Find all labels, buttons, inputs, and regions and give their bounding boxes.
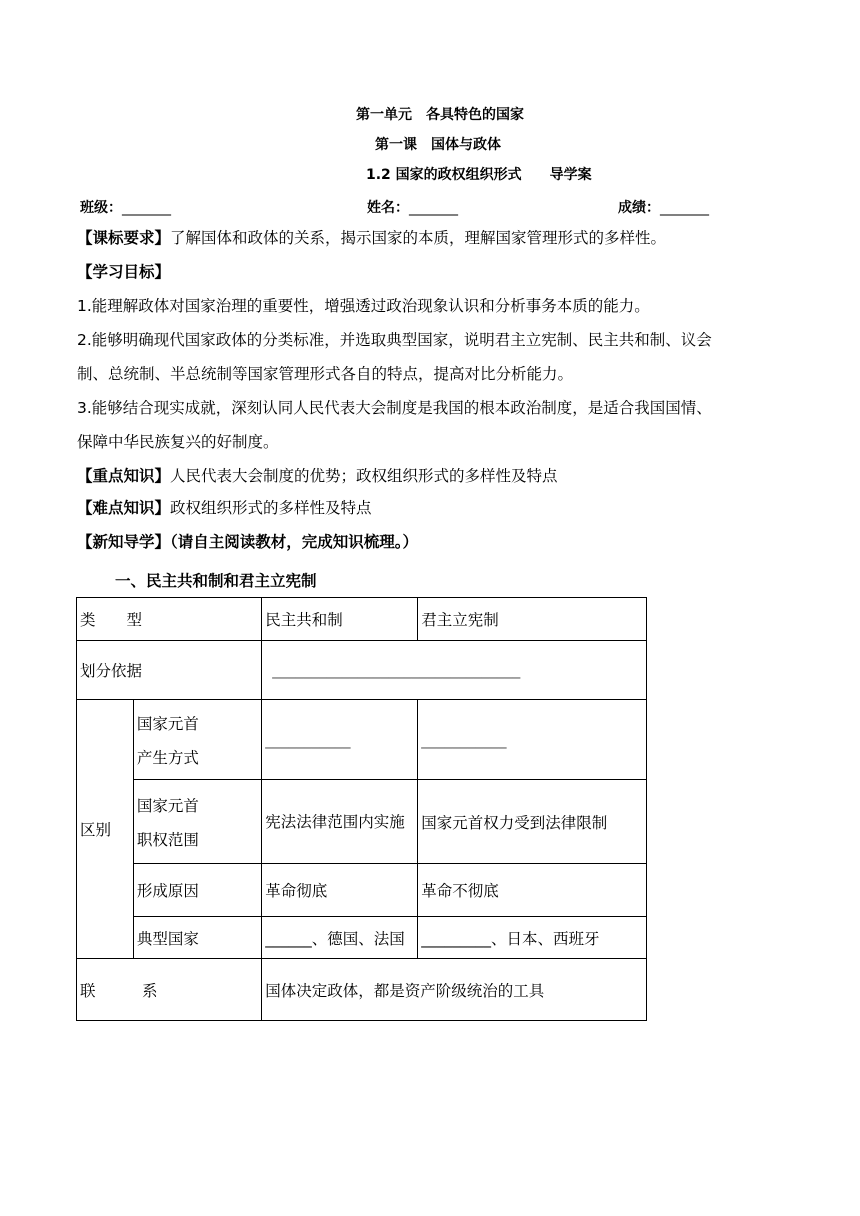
table-row-type [77, 598, 647, 641]
goal-2-line-2: 制、总统制、半总统制等国家管理形式各自的特点，提高对比分析能力。 [77, 365, 574, 383]
table-row-basis [77, 641, 647, 700]
typical-mon-cell [418, 917, 647, 959]
score-label: 成绩： [618, 200, 660, 216]
table-row-relation [77, 959, 647, 1021]
score-field [618, 197, 709, 217]
table-row-typical [77, 917, 647, 959]
head-of-state-label-1: 国家元首 [136, 714, 199, 733]
difference-label-cell: 区别 [77, 700, 134, 959]
name-field [367, 197, 458, 217]
goal-3-line-1: 3.能够结合现实成就，深刻认同人民代表大会制度是我国的根本政治制度，是适合我国国情、 [77, 399, 712, 417]
curriculum-label: 【课标要求】 [77, 229, 171, 247]
comparison-table [76, 597, 647, 1021]
lesson-title: 第一课 国体与政体 [375, 137, 501, 153]
typical-mon-text: 、日本、西班牙 [490, 929, 600, 948]
produce-mon-blank: ___________ [421, 730, 507, 749]
key-knowledge [77, 466, 558, 486]
score-blank: _______ [660, 200, 709, 216]
table-row-produce [77, 700, 647, 780]
goal-2-line-1: 2.能够明确现代国家政体的分类标准，并选取典型国家，说明君主立宪制、民主共和制、议会 [77, 331, 712, 349]
power-dem-cell: 宪法法律范围内实施 [262, 780, 418, 864]
new-knowledge-label: 【新知导学】 [77, 533, 171, 551]
basis-blank-cell [262, 641, 647, 700]
class-field [80, 197, 171, 217]
new-knowledge-text: （请自主阅读教材，完成知识梳理。） [170, 533, 419, 551]
typical-dem-text: 、德国、法国 [311, 929, 405, 948]
produce-label-cell [133, 700, 261, 780]
formation-label-cell: 形成原因 [133, 864, 261, 917]
power-label-cell [133, 780, 261, 864]
power-scope-label: 职权范围 [136, 830, 199, 849]
produce-dem-cell [262, 700, 418, 780]
formation-dem-cell: 革命彻底 [262, 864, 418, 917]
relation-text-cell: 国体决定政体，都是资产阶级统治的工具 [262, 959, 647, 1021]
formation-mon-cell: 革命不彻底 [418, 864, 647, 917]
produce-dem-blank: ___________ [265, 730, 351, 749]
curriculum-text: 了解国体和政体的关系，揭示国家的本质，理解国家管理形式的多样性。 [170, 229, 667, 247]
key-knowledge-text: 人民代表大会制度的优势；政权组织形式的多样性及特点 [170, 467, 558, 485]
head-of-state-label-2: 国家元首 [136, 796, 199, 815]
section-title: 1.2 国家的政权组织形式 导学案 [366, 167, 592, 183]
difficult-knowledge-label: 【难点知识】 [77, 499, 171, 517]
basis-label-cell: 划分依据 [77, 641, 262, 700]
class-label: 班级： [80, 200, 122, 216]
table-row-formation [77, 864, 647, 917]
basis-blank: ________________________________ [272, 661, 521, 679]
power-mon-cell: 国家元首权力受到法律限制 [418, 780, 647, 864]
difficult-knowledge-text: 政权组织形式的多样性及特点 [170, 499, 372, 517]
typical-dem-blank: ______ [265, 929, 312, 948]
goal-3-line-2: 保障中华民族复兴的好制度。 [77, 433, 279, 451]
goal-1: 1.能理解政体对国家治理的重要性，增强透过政治现象认识和分析事务本质的能力。 [77, 297, 650, 315]
unit-title: 第一单元 各具特色的国家 [356, 107, 524, 123]
class-blank: _______ [122, 200, 171, 216]
relation-label-cell: 联 系 [77, 959, 262, 1021]
new-knowledge-guide [77, 532, 418, 552]
key-knowledge-label: 【重点知识】 [77, 467, 171, 485]
type-header-cell: 类 型 [77, 598, 262, 641]
difficult-knowledge [77, 498, 372, 518]
learning-goals-label: 【学习目标】 [77, 263, 171, 281]
table-row-power [77, 780, 647, 864]
section-heading: 一、民主共和制和君主立宪制 [115, 572, 317, 590]
name-blank: _______ [409, 200, 458, 216]
produce-method-label: 产生方式 [136, 748, 199, 767]
curriculum-requirement [77, 228, 666, 248]
constitutional-monarchy-header: 君主立宪制 [418, 598, 647, 641]
typical-dem-cell [262, 917, 418, 959]
typical-label-cell: 典型国家 [133, 917, 261, 959]
typical-mon-blank: _________ [421, 929, 491, 948]
name-label: 姓名： [367, 200, 409, 216]
democratic-republic-header: 民主共和制 [262, 598, 418, 641]
produce-mon-cell [418, 700, 647, 780]
